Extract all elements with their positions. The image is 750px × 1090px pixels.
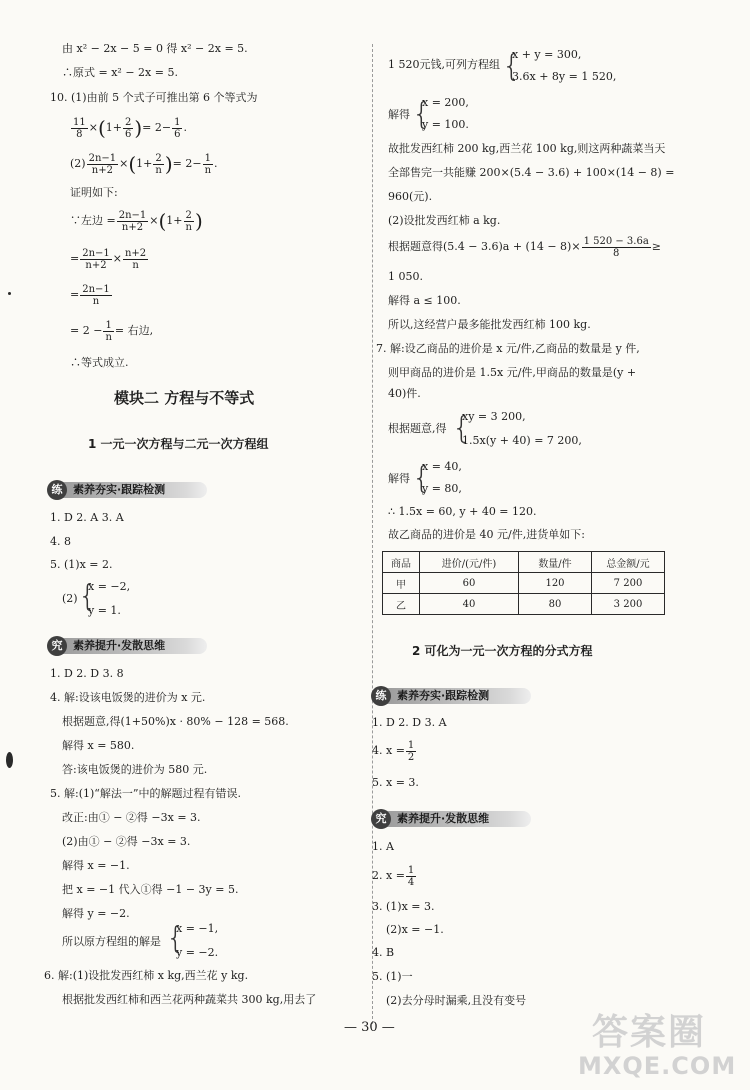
- solution-y-1: y = 100.: [422, 118, 469, 131]
- answer-4: 4. 8: [50, 535, 71, 548]
- table-cell: 7 200: [592, 573, 665, 594]
- purchase-table: [382, 551, 665, 615]
- answers-1-3: 1. D 2. A 3. A: [50, 511, 124, 524]
- fraction: $\frac{2}{6}$: [124, 116, 132, 140]
- table-row: [383, 573, 665, 594]
- answers-b-1-3: 1. D 2. D 3. 8: [50, 667, 124, 680]
- proof-step-3: = $\frac{2n-1}{n}$: [70, 283, 110, 307]
- fraction: $\frac{1}{2}$: [407, 739, 415, 763]
- right-line-9: 解得 a ≤ 100.: [388, 294, 461, 307]
- practice-icon: 练: [47, 480, 67, 500]
- table-cell: 40: [420, 594, 519, 615]
- system-eq-4: 1.5x(y + 40) = 7 200,: [462, 434, 582, 447]
- left-line-1: 由 x² − 2x − 5 = 0 得 x² − 2x = 5.: [62, 42, 248, 55]
- fraction: $\frac{2}{n}$: [185, 209, 192, 233]
- watermark-logo: 答案圈: [592, 1012, 707, 1053]
- answer-5-2-label: (2): [62, 592, 78, 605]
- table-cell: 3 200: [592, 594, 665, 615]
- system-brace: {: [452, 411, 472, 446]
- answer-b-5-sol-y: y = −2.: [176, 946, 219, 959]
- right-line-8: 1 050.: [388, 270, 423, 283]
- practice-banner-2: [371, 686, 531, 706]
- right-line-12: 则甲商品的进价是 1.5x 元/件,甲商品的数量是(y +: [388, 366, 637, 379]
- answer-b-4-eq: 根据题意,得(1+50%)x · 80% − 128 = 568.: [62, 715, 289, 728]
- proof-step-2: = $\frac{2n-1}{n+2}$ × $\frac{n+2}{n}$: [70, 247, 147, 271]
- system-brace: {: [412, 97, 432, 132]
- right-line-3: 故批发西红柿 200 kg,西兰花 100 kg,则这两种蔬菜当天: [388, 142, 666, 155]
- explore-banner-1: [47, 636, 207, 656]
- fraction: $\frac{2}{n}$: [155, 152, 162, 176]
- set-up-label: 根据题意,得: [388, 422, 447, 435]
- system-brace: {: [502, 49, 522, 84]
- answer-b-5-x: 解得 x = −1.: [62, 859, 130, 872]
- answers-c-1-3: 1. D 2. D 3. A: [372, 716, 447, 729]
- explore-banner-2: [371, 809, 531, 829]
- answer-b-6-cont: 根据批发西红柿和西兰花两种蔬菜共 300 kg,用去了: [62, 993, 317, 1006]
- right-line-11: 7. 解:设乙商品的进价是 x 元/件,乙商品的数量是 y 件,: [376, 342, 640, 355]
- proof-conclusion: ∴等式成立.: [70, 356, 129, 369]
- solution-x-2: x = 40,: [422, 460, 462, 473]
- solve-label-1: 解得: [388, 108, 410, 121]
- left-line-3: 10. (1)由前 5 个式子可推出第 6 个等式为: [50, 91, 258, 104]
- table-header: 数量/件: [519, 552, 592, 573]
- table-cell: 80: [519, 594, 592, 615]
- right-line-17: 故乙商品的进价是 40 元/件,进货单如下:: [388, 528, 585, 541]
- fraction: $\frac{2n-1}{n+2}$: [88, 152, 117, 176]
- fraction: $\frac{1 520 - 3.6a}{8}$: [583, 235, 649, 259]
- practice-icon: 练: [371, 686, 391, 706]
- proof-left-side: ∵左边 = $\frac{2n-1}{n+2}$ ×(1+ $\frac{2}{n}$ ): [70, 209, 203, 233]
- table-header: 商品: [383, 552, 420, 573]
- answer-b-5: 5. 解:(1)“解法一”中的解题过程有错误.: [50, 787, 242, 800]
- answer-5-2-x: x = −2,: [88, 580, 131, 593]
- fraction: $\frac{2n-1}{n+2}$: [82, 247, 110, 271]
- answer-d-3-2: (2)x = −1.: [386, 923, 444, 936]
- table-header-row: [383, 552, 665, 573]
- ink-speck: [8, 292, 11, 295]
- ink-speck: [6, 752, 13, 768]
- solution-y-2: y = 80,: [422, 482, 462, 495]
- solution-x-1: x = 200,: [422, 96, 469, 109]
- inequality: 根据题意得(5.4 − 3.6)a + (14 − 8)× $\frac{1 520 - 3.6a}{8}$ ≥: [388, 235, 662, 259]
- right-line-1: 1 520元钱,可列方程组: [388, 58, 500, 71]
- fraction: $\frac{1}{6}$: [174, 116, 181, 140]
- answer-d-1: 1. A: [372, 840, 394, 853]
- answer-b-5-sol-label: 所以原方程组的解是: [62, 935, 161, 948]
- banner-label: 素养夯实·跟踪检测: [397, 689, 490, 702]
- table-row: [383, 594, 665, 615]
- system-eq-1: x + y = 300,: [512, 48, 582, 61]
- section-1-title: 1 一元一次方程与二元一次方程组: [88, 437, 269, 451]
- fraction: $\frac{11}{8}$: [73, 116, 86, 140]
- answer-b-6: 6. 解:(1)设批发西红柿 x kg,西兰花 y kg.: [44, 969, 249, 982]
- answer-d-4: 4. B: [372, 946, 395, 959]
- answer-d-2: 2. x = $\frac{1}{4}$: [372, 864, 415, 888]
- answer-b-5-2: (2)由① − ②得 −3x = 3.: [62, 835, 191, 848]
- table-header: 进价/(元/件): [420, 552, 519, 573]
- right-line-4: 全部售完一共能赚 200×(5.4 − 3.6) + 100×(14 − 8) =: [388, 166, 675, 179]
- answer-b-4-solve: 解得 x = 580.: [62, 739, 135, 752]
- answer-b-4-result: 答:该电饭煲的进价为 580 元.: [62, 763, 208, 776]
- fraction: $\frac{1}{4}$: [407, 864, 415, 888]
- proof-heading: 证明如下:: [70, 186, 118, 199]
- answer-d-5-2: (2)去分母时漏乘,且没有变号: [386, 994, 527, 1007]
- answer-b-4: 4. 解:设该电饭煲的进价为 x 元.: [50, 691, 206, 704]
- banner-label: 素养夯实·跟踪检测: [73, 483, 166, 496]
- fraction: $\frac{1}{n}$: [105, 319, 112, 343]
- table-cell: 120: [519, 573, 592, 594]
- table-header: 总金额/元: [592, 552, 665, 573]
- solve-label-2: 解得: [388, 472, 410, 485]
- system-brace: {: [166, 921, 186, 956]
- equation-general: (2) $\frac{2n-1}{n+2}$ ×(1+ $\frac{2}{n}$ )= 2− $\frac{1}{n}$ .: [70, 152, 218, 176]
- table-cell: 60: [420, 573, 519, 594]
- page-number: — 30 —: [344, 1020, 395, 1035]
- practice-banner-1: [47, 480, 207, 500]
- banner-label: 素养提升·发散思维: [397, 812, 490, 825]
- right-line-10: 所以,这经营户最多能批发西红柿 100 kg.: [388, 318, 591, 331]
- answer-d-5-1: 5. (1)一: [372, 970, 413, 983]
- section-2-title: 2 可化为一元一次方程的分式方程: [412, 644, 593, 658]
- right-line-13: 40)件.: [388, 387, 421, 400]
- proof-step-4: = 2 − $\frac{1}{n}$ = 右边,: [70, 319, 154, 343]
- fraction: $\frac{n+2}{n}$: [124, 247, 147, 271]
- right-line-16: ∴ 1.5x = 60, y + 40 = 120.: [388, 505, 537, 518]
- table-cell: 甲: [383, 573, 420, 594]
- answer-b-5-sol-x: x = −1,: [176, 922, 219, 935]
- system-brace: {: [412, 461, 432, 496]
- fraction: $\frac{2n-1}{n+2}$: [118, 209, 147, 233]
- system-eq-2: 3.6x + 8y = 1 520,: [512, 70, 617, 83]
- answer-5-2-y: y = 1.: [88, 604, 121, 617]
- answer-c-4: 4. x = $\frac{1}{2}$: [372, 739, 415, 763]
- right-line-5: 960(元).: [388, 190, 433, 203]
- answer-b-5-sub: 把 x = −1 代入①得 −1 − 3y = 5.: [62, 883, 239, 896]
- equation-6: $\frac{11}{8}$ ×(1+ $\frac{2}{6}$ )= 2− $\frac{1}{6}$ .: [73, 116, 187, 140]
- right-line-6: (2)设批发西红柿 a kg.: [388, 214, 501, 227]
- answer-d-3-1: 3. (1)x = 3.: [372, 900, 435, 913]
- answer-c-5: 5. x = 3.: [372, 776, 419, 789]
- table-cell: 乙: [383, 594, 420, 615]
- fraction: $\frac{1}{n}$: [204, 152, 212, 176]
- system-eq-3: xy = 3 200,: [462, 410, 526, 423]
- explore-icon: 究: [371, 809, 391, 829]
- explore-icon: 究: [47, 636, 67, 656]
- watermark-url: MXQE.COM: [578, 1052, 737, 1080]
- answer-5-1: 5. (1)x = 2.: [50, 558, 113, 571]
- module-title: 模块二 方程与不等式: [114, 389, 255, 407]
- answer-b-5-fix: 改正:由① − ②得 −3x = 3.: [62, 811, 201, 824]
- left-line-2: ∴原式 = x² − 2x = 5.: [62, 66, 178, 79]
- system-brace: {: [78, 579, 98, 614]
- fraction: $\frac{2n-1}{n}$: [82, 283, 110, 307]
- banner-label: 素养提升·发散思维: [73, 639, 166, 652]
- answer-b-5-y: 解得 y = −2.: [62, 907, 130, 920]
